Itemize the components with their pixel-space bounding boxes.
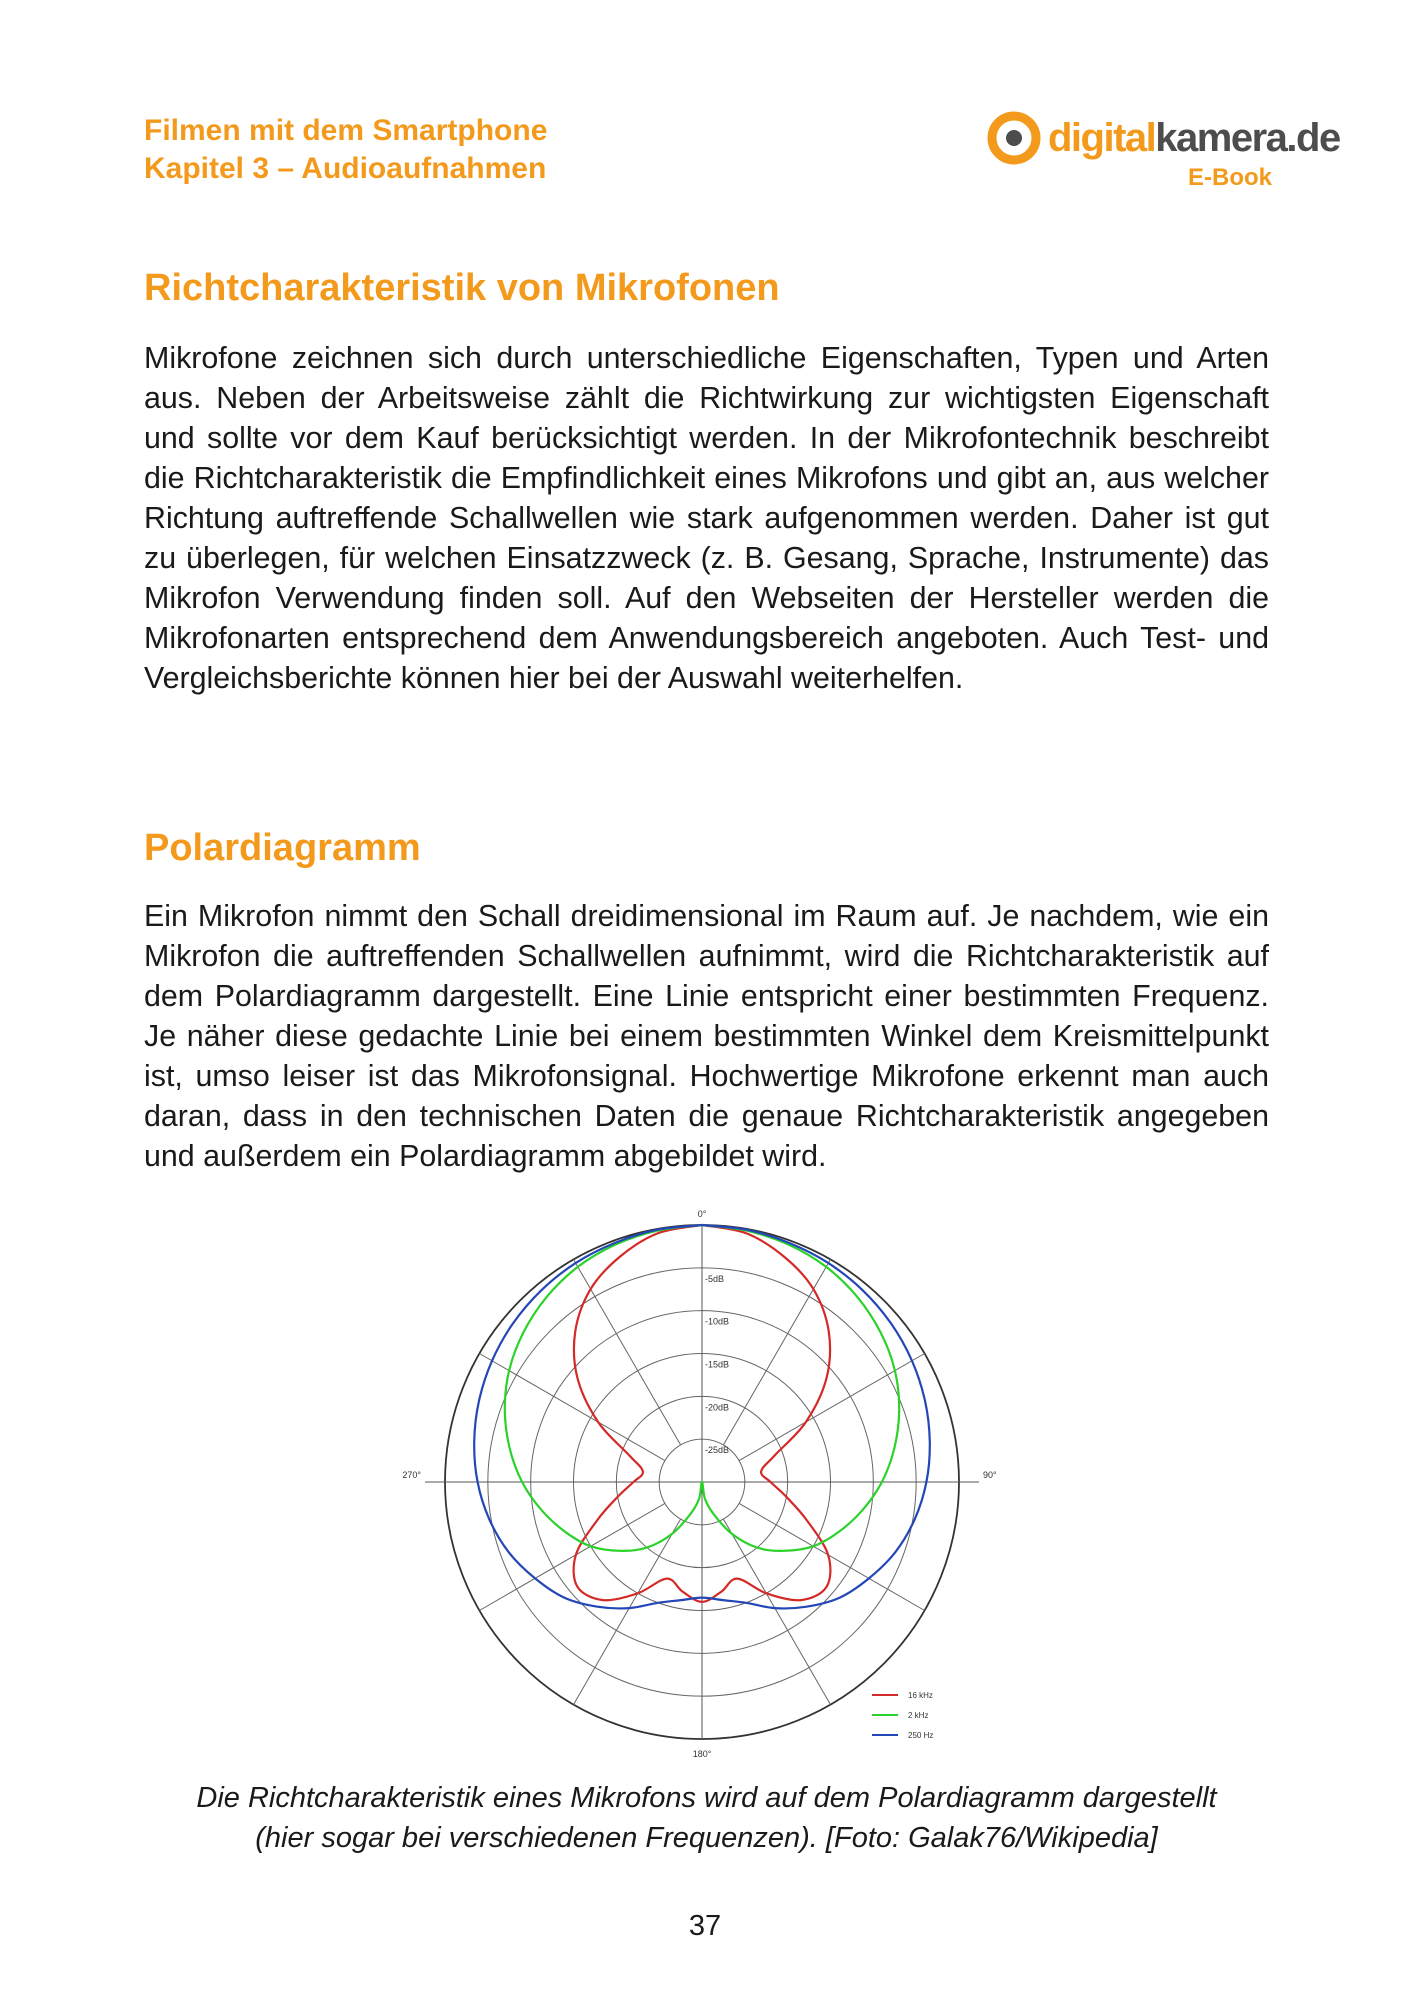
chart-legend (872, 1691, 933, 1740)
legend-entry-label: 2 kHz (908, 1711, 929, 1720)
body-paragraph-polardiagramm: Ein Mikrofon nimmt den Schall dreidimensional im Raum auf. Je nachdem, wie ein Mikrofon die auftreffenden Schallwellen aufnimmt, wird die Richtcharakteristik auf dem Polardiagramm dargestellt. Eine Linie entspricht einer bestimmten Frequenz. Je näher diese gedachte Linie bei einem bestimmten Winkel dem Kreismittelpunkt ist, umso leiser ist das Mikrofonsignal. Hochwertige Mikrofone erkennt man auch daran, dass in den technischen Daten die genaue Richtcharakteristik angegeben und außerdem ein Polardiagramm abgebildet wird. (144, 899, 1269, 1173)
polar-diagram (402, 1209, 1000, 1772)
section-heading-polardiagramm: Polardiagramm (144, 827, 421, 869)
running-header (144, 112, 547, 188)
radial-tick-label: -15dB (705, 1359, 730, 1370)
legend-entry-label: 16 kHz (908, 1691, 933, 1700)
figure-caption (144, 1778, 1269, 1858)
section-heading-richtcharakteristik: Richtcharakteristik von Mikrofonen (144, 267, 780, 309)
angle-tick-label: 270° (402, 1470, 421, 1480)
logo-wordmark-part2: kamera.de (1155, 116, 1340, 160)
radial-tick-label: -25dB (705, 1445, 730, 1456)
brand-logo (988, 108, 1340, 192)
legend-entry-label: 250 Hz (908, 1731, 934, 1740)
angle-tick-label: 90° (983, 1470, 997, 1480)
angle-tick-label: 180° (692, 1749, 712, 1759)
header-book-title: Filmen mit dem Smartphone (144, 114, 548, 147)
figure-caption-line1: Die Richtcharakteristik eines Mikrofons wird auf dem Polardiagramm dargestellt (196, 1782, 1217, 1814)
radial-tick-label: -10dB (705, 1316, 730, 1327)
radial-tick-label: -5dB (705, 1273, 725, 1284)
page-number: 37 (688, 1910, 722, 1942)
header-chapter-title: Kapitel 3 – Audioaufnahmen (144, 152, 547, 185)
logo-wordmark-part1: digital (1048, 116, 1156, 160)
body-paragraph-richtcharakteristik: Mikrofone zeichnen sich durch unterschiedliche Eigenschaften, Typen und Arten aus. Neben der Arbeitsweise zählt die Richtwirkung zur wichtigsten Eigenschaft und sollte vor dem Kauf berücksichtigt werden. In der Mikrofontechnik beschreibt die Richtcharakteristik die Empfindlichkeit eines Mikrofons und gibt an, aus welcher Richtung auftreffende Schallwellen wie stark aufgenommen werden. Daher ist gut zu überlegen, für welchen Einsatzzweck (z. B. Gesang, Sprache, Instrumente) das Mikrofon Verwendung finden soll. Auf den Webseiten der Hersteller werden die Mikrofonarten entsprechend dem Anwendungsbereich angeboten. Auch Test- und Vergleichsberichte können hier bei der Auswahl weiterhelfen. (144, 341, 1269, 695)
logo-subtitle: E-Book (1188, 164, 1272, 191)
polar-radial-labels (705, 1274, 729, 1455)
radial-tick-label: -20dB (705, 1402, 730, 1413)
logo-mark-icon (988, 112, 1040, 164)
logo-wordmark (1048, 108, 1340, 168)
angle-tick-label: 0° (697, 1209, 707, 1219)
polar-axis-labels (402, 1209, 997, 1759)
figure-caption-line2: (hier sogar bei verschiedenen Frequenzen). [Foto: Galak76/Wikipedia] (255, 1822, 1158, 1854)
